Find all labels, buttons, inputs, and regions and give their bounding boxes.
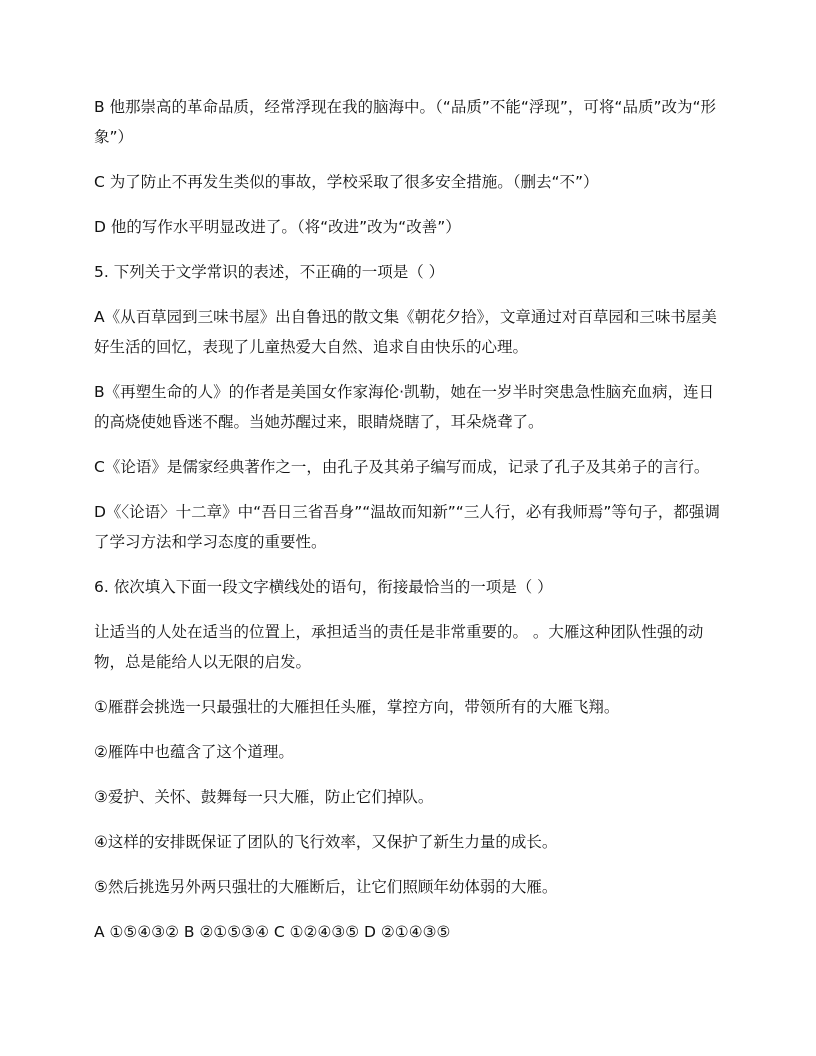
option-c-q4: C 为了防止不再发生类似的事故，学校采取了很多安全措施。（删去“不”） xyxy=(94,173,599,191)
sentence-5: ⑤然后挑选另外两只强壮的大雁断后，让它们照顾年幼体弱的大雁。 xyxy=(94,878,558,896)
sentence-3: ③爱护、关怀、鼓舞每一只大雁，防止它们掉队。 xyxy=(94,788,434,806)
option-d-q5: D《〈论语〉十二章》中“吾日三省吾身”“温故而知新”“三人行，必有我师焉”等句子，都强调了学习方法和学习态度的重要性。 xyxy=(94,503,720,551)
sentence-2: ②雁阵中也蕴含了这个道理。 xyxy=(94,743,294,761)
sentence-4: ④这样的安排既保证了团队的飞行效率，又保护了新生力量的成长。 xyxy=(94,833,558,851)
question-6-options: A ①⑤④③② B ②①⑤③④ C ①②④③⑤ D ②①④③⑤ xyxy=(94,923,451,941)
option-b-q5: B《再塑生命的人》的作者是美国女作家海伦·凯勒，她在一岁半时突患急性脑充血病，连日的高烧使她昏迷不醒。当她苏醒过来，眼睛烧瞎了，耳朵烧聋了。 xyxy=(94,383,715,431)
option-a-q5: A《从百草园到三味书屋》出自鲁迅的散文集《朝花夕拾》，文章通过对百草园和三味书屋美好生活的回忆，表现了儿童热爱大自然、追求自由快乐的心理。 xyxy=(94,308,717,356)
question-6-stem: 6. 依次填入下面一段文字横线处的语句，衔接最恰当的一项是（ ） xyxy=(94,578,553,596)
question-6-passage: 让适当的人处在适当的位置上，承担适当的责任是非常重要的。 。大雁这种团队性强的动物，总是能给人以无限的启发。 xyxy=(94,623,704,671)
option-c-q5: C《论语》是儒家经典著作之一，由孔子及其弟子编写而成，记录了孔子及其弟子的言行。 xyxy=(94,458,710,476)
sentence-1: ①雁群会挑选一只最强壮的大雁担任头雁，掌控方向，带领所有的大雁飞翔。 xyxy=(94,698,620,716)
document-page xyxy=(94,92,726,962)
question-5-stem: 5. 下列关于文学常识的表述，不正确的一项是（ ） xyxy=(94,263,445,281)
option-b-q4: B 他那崇高的革命品质，经常浮现在我的脑海中。（“品质”不能“浮现”，可将“品质”改为“形象”） xyxy=(94,98,717,146)
option-d-q4: D 他的写作水平明显改进了。（将“改进”改为“改善”） xyxy=(94,218,461,236)
